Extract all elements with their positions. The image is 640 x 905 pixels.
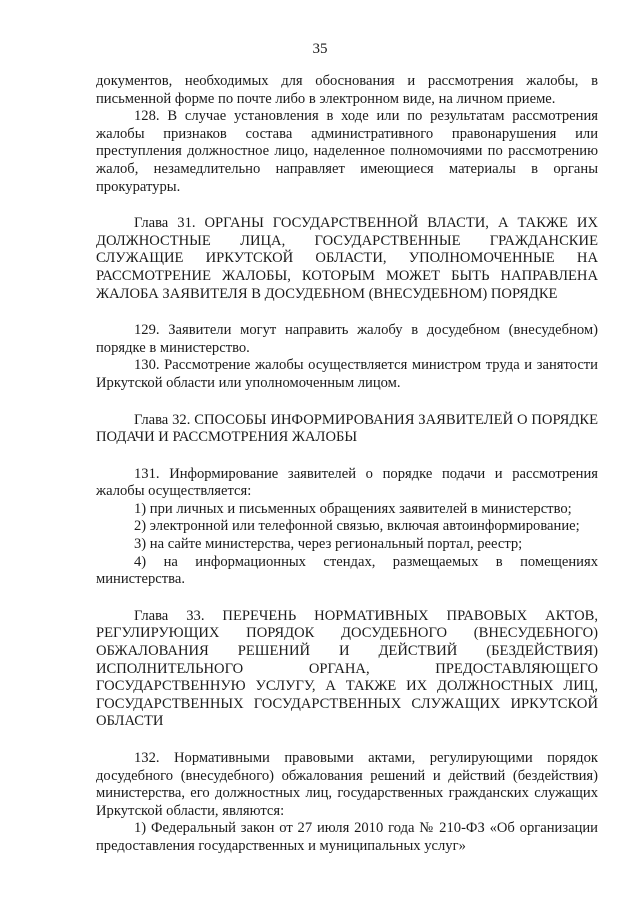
list-item-131-3: 3) на сайте министерства, через региональный портал, реестр;	[134, 536, 523, 553]
paragraph-130: 130. Рассмотрение жалобы осуществляется министром труда и занятости Иркутской области или уполномоченным лицом.	[96, 357, 598, 391]
chapter-33-heading: Глава 33. ПЕРЕЧЕНЬ НОРМАТИВНЫХ ПРАВОВЫХ АКТОВ, РЕГУЛИРУЮЩИХ ПОРЯДОК ДОСУДЕБНОГО (ВНЕСУДЕБНОГО) ОБЖАЛОВАНИЯ РЕШЕНИЙ И ДЕЙСТВИЙ (БЕЗДЕЙСТВИЯ) ИСПОЛНИТЕЛЬНОГО ОРГАНА, ПРЕДОСТАВЛЯЮЩЕГО ГОСУДАРСТВЕННУЮ УСЛУГУ, А ТАКЖЕ ИХ ДОЛЖНОСТНЫХ ЛИЦ, ГОСУДАРСТВЕННЫХ ГОСУДАРСТВЕННЫХ СЛУЖАЩИХ ИРКУТСКОЙ ОБЛАСТИ	[96, 607, 598, 730]
paragraph-129: 129. Заявители могут направить жалобу в досудебном (внесудебном) порядке в министерство.	[96, 322, 598, 356]
page-number: 35	[312, 41, 328, 57]
paragraph-continuation: документов, необходимых для обоснования и рассмотрения жалобы, в письменной форме по почте либо в электронном виде, на личном приеме.	[96, 73, 598, 107]
list-item-131-2: 2) электронной или телефонной связью, включая автоинформирование;	[134, 518, 580, 535]
chapter-31-heading: Глава 31. ОРГАНЫ ГОСУДАРСТВЕННОЙ ВЛАСТИ, А ТАКЖЕ ИХ ДОЛЖНОСТНЫЕ ЛИЦА, ГОСУДАРСТВЕННЫЕ ГРАЖДАНСКИЕ СЛУЖАЩИЕ ИРКУТСКОЙ ОБЛАСТИ, УПОЛНОМОЧЕННЫЕ НА РАССМОТРЕНИЕ ЖАЛОБЫ, КОТОРЫМ МОЖЕТ БЫТЬ НАПРАВЛЕНА ЖАЛОБА ЗАЯВИТЕЛЯ В ДОСУДЕБНОМ (ВНЕСУДЕБНОМ) ПОРЯДКЕ	[96, 215, 598, 302]
paragraph-128: 128. В случае установления в ходе или по результатам рассмотрения жалобы признаков состава административного правонарушения или преступления должностное лицо, наделенное полномочиями по рассмотрению жалоб, незамедлительно направляет имеющиеся материалы в органы прокуратуры.	[96, 108, 598, 195]
paragraph-131: 131. Информирование заявителей о порядке подачи и рассмотрения жалобы осуществляется:	[96, 465, 598, 500]
list-item-131-4: 4) на информационных стендах, размещаемых в помещениях министерства.	[96, 553, 598, 588]
list-item-132-1: 1) Федеральный закон от 27 июля 2010 года № 210-ФЗ «Об организации предоставления государственных и муниципальных услуг»	[96, 820, 598, 854]
list-item-131-1: 1) при личных и письменных обращениях заявителей в министерство;	[134, 500, 572, 517]
paragraph-132: 132. Нормативными правовыми актами, регулирующими порядок досудебного (внесудебного) обжалования решений и действий (бездействия) министерства, его должностных лиц, государственных гражданских служащих Иркутской области, являются:	[96, 750, 598, 819]
chapter-32-heading: Глава 32. СПОСОБЫ ИНФОРМИРОВАНИЯ ЗАЯВИТЕЛЕЙ О ПОРЯДКЕ ПОДАЧИ И РАССМОТРЕНИЯ ЖАЛОБЫ	[96, 411, 598, 446]
document-body	[96, 73, 598, 856]
